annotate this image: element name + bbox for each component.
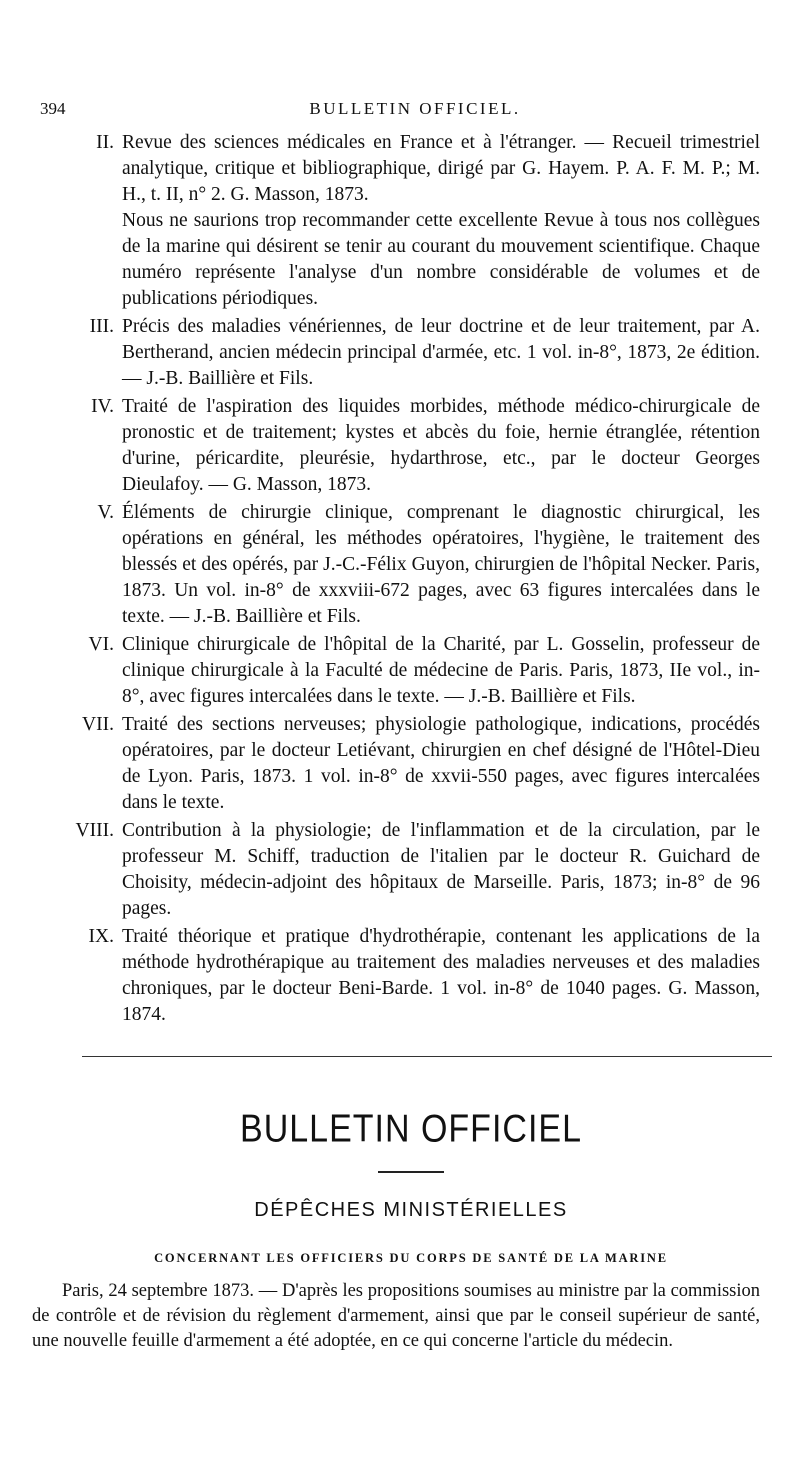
bibliography-entry-ix (62, 924, 760, 1028)
bulletin-title: BULLETIN OFFICIEL (240, 1107, 582, 1151)
title-rule (378, 1171, 444, 1173)
entry-numeral: V. (97, 502, 114, 523)
entry-text: Traité de l'aspiration des liquides morbides, méthode médico-chirurgicale de pronostic et de traitement; kystes et abcès du foie, hernie étranglée, rétention d'urine, péricardite, pleurésie, hydarthrose, etc., par le docteur Georges Dieulafoy. — G. Masson, 1873. (122, 396, 760, 495)
entry-numeral: VIII. (75, 820, 114, 841)
bibliography-entry-vi (62, 632, 760, 710)
entry-text: Éléments de chirurgie clinique, comprenant le diagnostic chirurgical, les opérations en général, les méthodes opératoires, l'hygiène, le traitement des blessés et des opérés, par J.-C.-Félix Guyon, chirurgien de l'hôpital Necker. Paris, 1873. Un vol. in-8° de xxxviii-672 pages, avec 63 figures intercalées dans le texte. — J.-B. Baillière et Fils. (122, 502, 760, 627)
bibliography-entry-ii (62, 130, 760, 312)
entry-numeral: II. (96, 132, 114, 153)
page-number: 394 (40, 99, 66, 118)
entry-text: Revue des sciences médicales en France et à l'étranger. — Recueil trimestriel analytique, critique et bibliographique, dirigé par G. Hayem. P. A. F. M. P.; M. H., t. II, n° 2. G. Masson, 1873. (122, 132, 760, 205)
entry-text: Précis des maladies vénériennes, de leur doctrine et de leur traitement, par A. Bertherand, ancien médecin principal d'armée, etc. 1 vol. in-8°, 1873, 2e édition. — J.-B. Baillière et Fils. (122, 316, 760, 389)
bibliography-entry-vii (62, 712, 760, 816)
entry-text: Traité théorique et pratique d'hydrothérapie, contenant les applications de la méthode hydrothérapique au traitement des maladies nerveuses et des maladies chroniques, par le docteur Beni-Barde. 1 vol. in-8° de 1040 pages. G. Masson, 1874. (122, 926, 760, 1025)
entry-note: Nous ne saurions trop recommander cette excellente Revue à tous nos collègues de la marine qui désirent se tenir au courant du mouvement scientifique. Chaque numéro représente l'analyse d'un nombre considérable de volumes et de publications périodiques. (122, 210, 760, 309)
entry-numeral: VI. (88, 634, 114, 655)
bibliography-entry-viii (62, 818, 760, 922)
bulletin-subtitle: DÉPÊCHES MINISTÉRIELLES (254, 1199, 568, 1221)
entry-numeral: IV. (91, 396, 114, 417)
entry-text: Clinique chirurgicale de l'hôpital de la Charité, par L. Gosselin, professeur de clinique chirurgicale à la Faculté de médecine de Paris. Paris, 1873, IIe vol., in-8°, avec figures intercalées dans le texte. — J.-B. Baillière et Fils. (122, 634, 760, 707)
section-divider (82, 1056, 772, 1057)
running-head-title: BULLETIN OFFICIEL. (309, 99, 521, 118)
entry-text: Traité des sections nerveuses; physiologie pathologique, indications, procédés opératoires, par le docteur Letiévant, chirurgien en chef désigné de l'Hôtel-Dieu de Lyon. Paris, 1873. 1 vol. in-8° de xxvii-550 pages, avec figures intercalées dans le texte. (122, 714, 760, 813)
bibliography-entry-v (62, 500, 760, 630)
bulletin-paragraph: Paris, 24 septembre 1873. — D'après les propositions soumises au ministre par la commission de contrôle et de révision du règlement d'armement, ainsi que par le conseil supérieur de santé, une nouvelle feuille d'armement a été adoptée, en ce qui concerne l'article du médecin. (32, 1281, 760, 1351)
bibliography-entry-iii (62, 314, 760, 392)
entry-text: Contribution à la physiologie; de l'inflammation et de la circulation, par le professeur M. Schiff, traduction de l'italien par le docteur R. Guichard de Choisity, médecin-adjoint des hôpitaux de Marseille. Paris, 1873; in-8° de 96 pages. (122, 820, 760, 919)
bulletin-caption: CONCERNANT LES OFFICIERS DU CORPS DE SANTÉ DE LA MARINE (154, 1251, 668, 1265)
running-head (40, 96, 760, 122)
bibliography-entry-iv (62, 394, 760, 498)
entry-numeral: III. (89, 316, 114, 337)
entry-numeral: IX. (88, 926, 114, 947)
entry-numeral: VII. (82, 714, 114, 735)
